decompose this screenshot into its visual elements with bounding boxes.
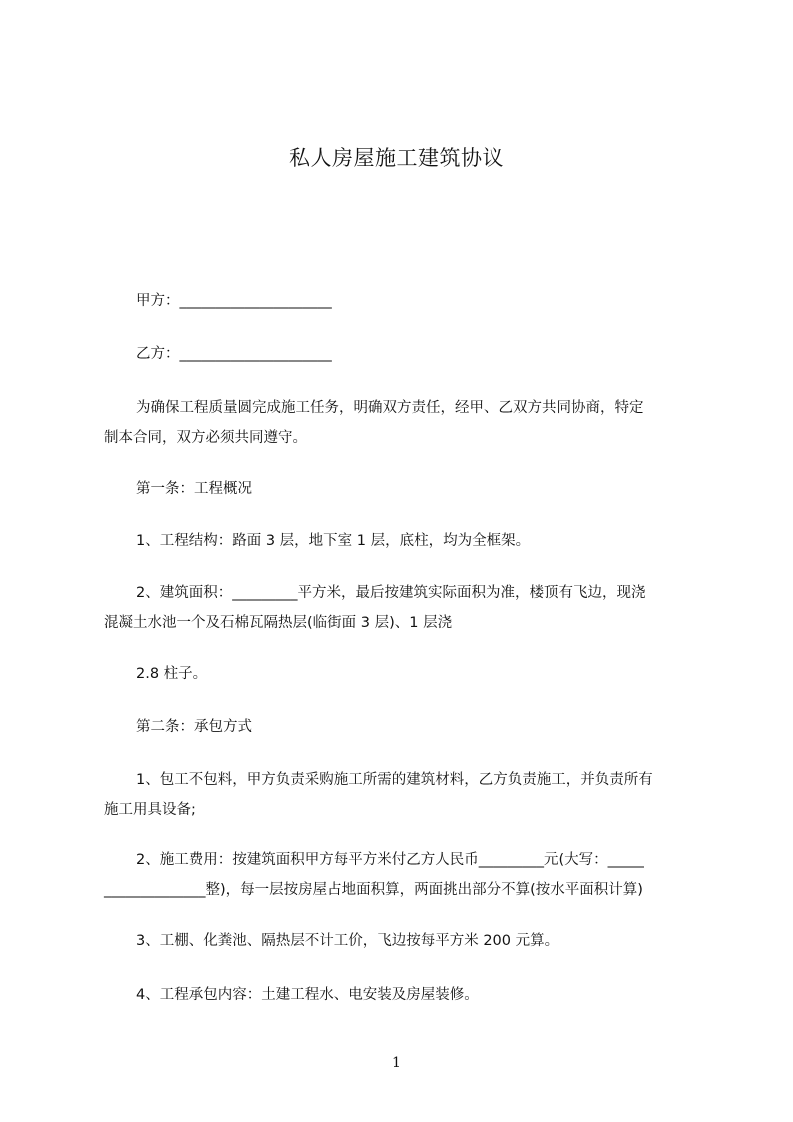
article-1-item-2-line-2: 混凝土水池一个及石棉瓦隔热层(临街面 3 层)、1 层浇 xyxy=(104,615,453,631)
article-1-item-2-continued: 2.8 柱子。 xyxy=(136,666,208,682)
article-2-item-2-line-2: ______________整)，每一层按房屋占地面积算，两面挑出部分不算(按水平面积计算) xyxy=(104,882,643,898)
article-2-item-1 xyxy=(104,765,710,825)
article-1-item-2-line-1: 2、建筑面积：_________平方米，最后按建筑实际面积为准，楼顶有飞边，现浇 xyxy=(136,585,646,601)
document-title: 私人房屋施工建筑协议 xyxy=(289,146,504,170)
party-a-line: 甲方：_____________________ xyxy=(136,293,332,309)
article-2-item-2 xyxy=(104,845,710,905)
article-2-item-4: 4、工程承包内容：土建工程水、电安装及房屋装修。 xyxy=(136,987,479,1003)
article-2-item-3: 3、工棚、化粪池、隔热层不计工价，飞边按每平方米 200 元算。 xyxy=(136,933,560,949)
intro-paragraph xyxy=(104,393,710,453)
article-2-heading: 第二条：承包方式 xyxy=(136,719,252,735)
article-2-item-2-line-1: 2、施工费用：按建筑面积甲方每平方米付乙方人民币_________元(大写：_____ xyxy=(136,852,644,868)
intro-line-2: 制本合同，双方必须共同遵守。 xyxy=(104,430,307,446)
party-b-line: 乙方：_____________________ xyxy=(136,346,332,362)
article-2-item-1-line-2: 施工用具设备; xyxy=(104,802,196,818)
article-1-item-1: 1、工程结构：路面 3 层，地下室 1 层，底柱，均为全框架。 xyxy=(136,533,531,549)
intro-line-1: 为确保工程质量圆完成施工任务，明确双方责任，经甲、乙双方共同协商，特定 xyxy=(136,400,644,416)
article-1-heading: 第一条：工程概况 xyxy=(136,481,252,497)
page-number: 1 xyxy=(392,1055,401,1071)
article-2-item-1-line-1: 1、包工不包料，甲方负责采购施工所需的建筑材料，乙方负责施工，并负责所有 xyxy=(136,772,653,788)
article-1-item-2 xyxy=(104,578,710,638)
